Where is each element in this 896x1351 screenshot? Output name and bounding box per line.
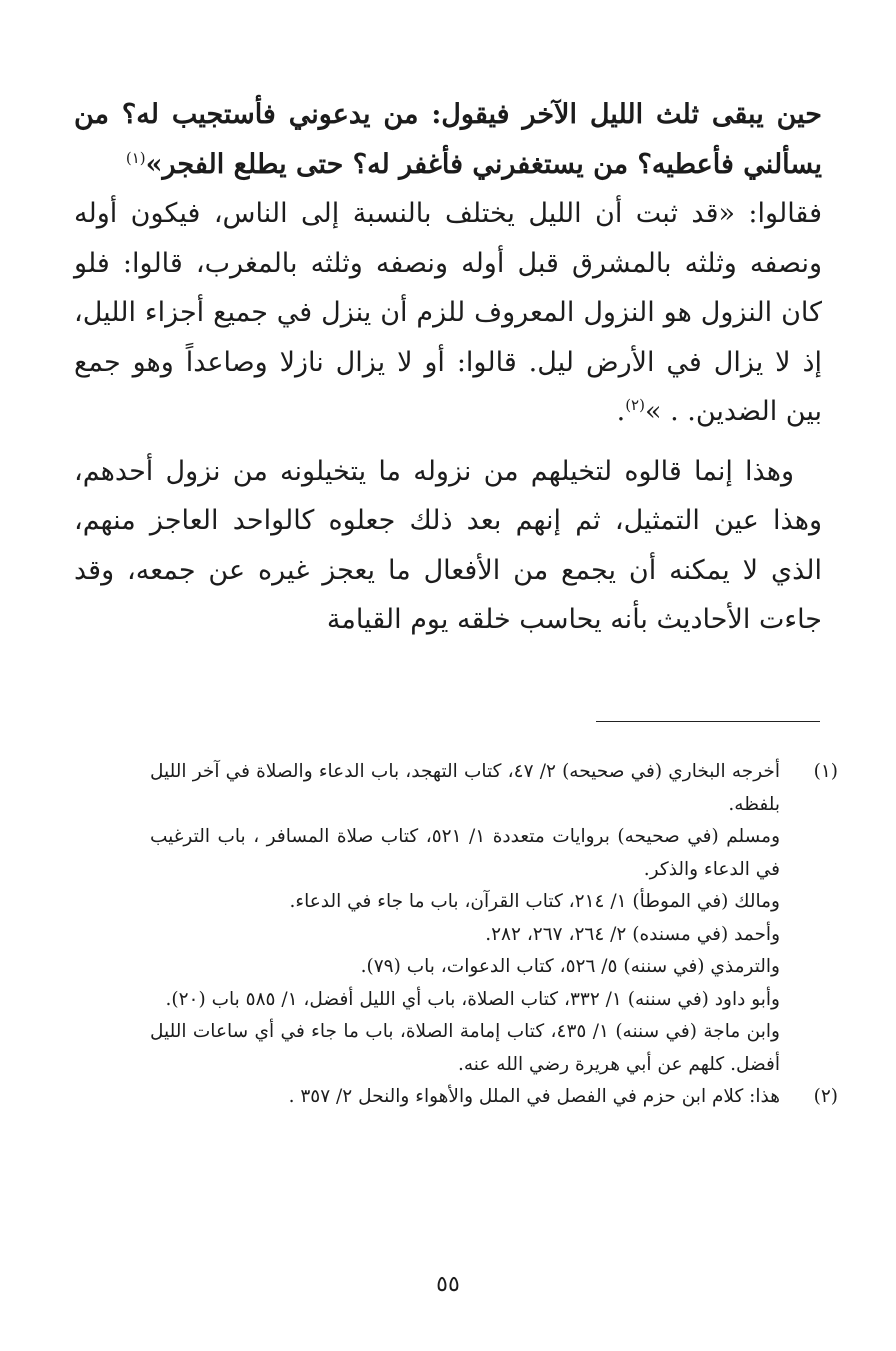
footnote-line: هذا: كلام ابن حزم في الفصل في الملل والأهواء والنحل ٢/ ٣٥٧ . [288,1086,780,1107]
footnote-line: أخرجه البخاري (في صحيحه) ٢/ ٤٧، كتاب التهجد، باب الدعاء والصلاة في آخر الليل بلفظه. [150,761,780,815]
body-paragraph: وهذا إنما قالوه لتخيلهم من نزوله ما يتخيلونه من نزول أحدهم، وهذا عين التمثيل، ثم إنهم بعد ذلك جعلوه كالواحد العاجز منهم، الذي لا يمكنه أن يجمع من الأفعال ما يعجز غيره عن جمعه، وقد جاءت الأحاديث بأنه يحاسب خلقه يوم القيامة [74,455,822,635]
hadith-text: حين يبقى ثلث الليل الآخر فيقول: من يدعوني فأستجيب له؟ من يسألني فأعطيه؟ من يستغفرني فأغفر له؟ حتى يطلع الفجر» [74,99,822,180]
footnote-2 [150,1081,838,1114]
footnote-line: وأبو داود (في سننه) ١/ ٣٣٢، كتاب الصلاة، باب أي الليل أفضل، ١/ ٥٨٥ باب (٢٠). [165,988,780,1010]
footnote-line: ومالك (في الموطأ) ١/ ٢١٤، كتاب القرآن، باب ما جاء في الدعاء. [289,891,780,912]
footnote-ref-1: (١) [125,148,146,167]
footnote-line: والترمذي (في سننه) ٥/ ٥٢٦، كتاب الدعوات، باب (٧٩). [360,956,780,977]
footnote-line: ومسلم (في صحيحه) بروايات متعددة ١/ ٥٢١، كتاب صلاة المسافر ، باب الترغيب في الدعاء والذكر. [150,826,781,880]
page-number: ٥٥ [436,1272,460,1297]
quote-paragraph [74,189,822,437]
footnote-line: وابن ماجة (في سننه) ١/ ٤٣٥، كتاب إمامة الصلاة، باب ما جاء في أي ساعات الليل أفضل. كلهم عن أبي هريرة رضي الله عنه. [150,1021,780,1075]
footnote-1 [150,756,838,1081]
hadith-paragraph [74,90,822,189]
main-text [74,90,822,645]
footnote-number: (١) [813,761,838,782]
footnote-ref-2: (٢) [625,396,645,414]
footnote-number: (٢) [813,1086,838,1107]
footnote-separator [596,721,820,722]
quote-text: فقالوا: «قد ثبت أن الليل يختلف بالنسبة إلى الناس، فيكون أوله ونصفه وثلثه بالمشرق قبل أوله ونصفه وثلثه بالمغرب، قالوا: فلو كان النزول هو النزول المعروف للزم أن ينزل في جميع أجزاء الليل، إذ لا يزال في الأرض ليل. قالوا: أو لا يزال نازلا وصاعداً وهو جمع بين الضدين. . » [74,198,822,427]
footnotes [150,756,838,1114]
footnote-line: وأحمد (في مسنده) ٢/ ٢٦٤، ٢٦٧، ٢٨٢. [485,923,780,945]
quote-end: . [616,396,626,427]
